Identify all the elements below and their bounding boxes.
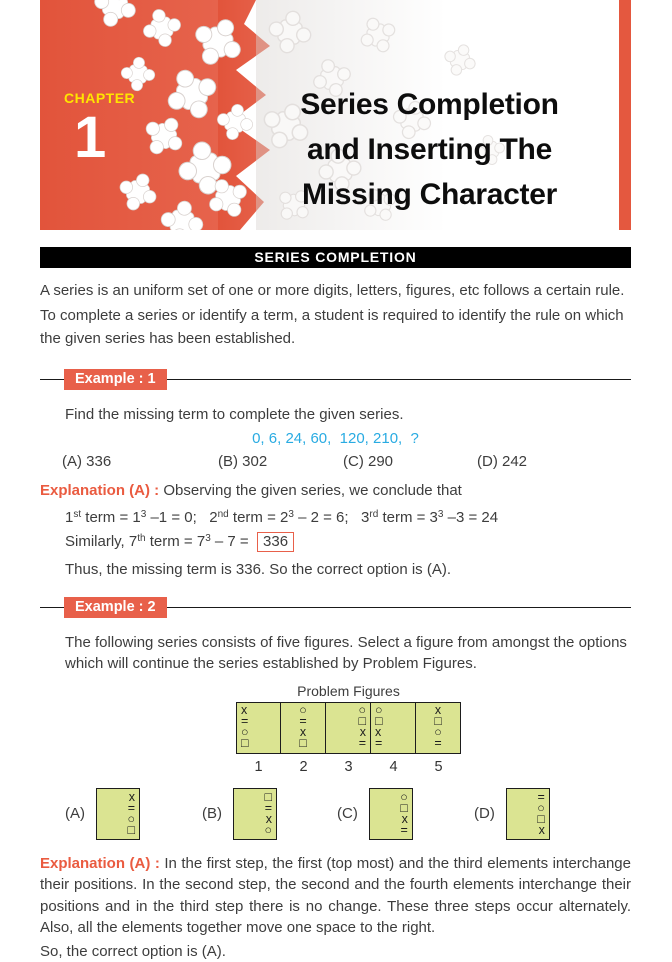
explanation-text: In the first step, the first (top most) and the third elements interchange their positions. In the second step, the second and the fourth elements interchange their positions and in the third step there is no change. These three steps occur alternately. Also, all the elements together move one space to the right. bbox=[40, 855, 635, 937]
figure-symbol: = bbox=[299, 716, 306, 727]
problem-figure-4 bbox=[371, 702, 416, 754]
figure-symbol: ○ bbox=[375, 705, 383, 716]
chapter-title bbox=[250, 82, 609, 217]
figure-symbol: = bbox=[359, 738, 366, 749]
problem-figure-3 bbox=[326, 702, 371, 754]
figure-symbol: x bbox=[402, 814, 408, 825]
chapter-label: CHAPTER bbox=[64, 90, 135, 106]
example1-heading-badge: Example : 1 bbox=[64, 369, 167, 390]
math-text: –3 = 24 bbox=[443, 509, 498, 526]
figure-symbol: □ bbox=[400, 803, 408, 814]
example2-option-d bbox=[474, 788, 631, 840]
figure-symbol: ○ bbox=[537, 803, 545, 814]
figure-symbol: ○ bbox=[400, 792, 408, 803]
math-superscript: nd bbox=[218, 509, 229, 520]
figure-symbol: = bbox=[538, 792, 545, 803]
figure-symbol: ○ bbox=[358, 705, 366, 716]
option-figure-c bbox=[369, 788, 413, 840]
example1-math-line-2 bbox=[40, 533, 631, 550]
figure-number: 4 bbox=[371, 759, 416, 775]
figure-symbol: = bbox=[375, 738, 382, 749]
math-text: term = 1 bbox=[81, 509, 141, 526]
problem-figure-2 bbox=[281, 702, 326, 754]
example1-option-a: (A) 336 bbox=[62, 453, 218, 470]
figure-symbol: □ bbox=[299, 738, 307, 749]
intro-text bbox=[40, 279, 631, 350]
example1-options bbox=[40, 453, 631, 470]
option-label: (A) bbox=[65, 805, 85, 822]
figure-symbol: = bbox=[401, 825, 408, 836]
figure-symbol: ○ bbox=[299, 705, 307, 716]
figure-symbol: □ bbox=[264, 792, 272, 803]
figure-symbol: x bbox=[241, 705, 247, 716]
math-superscript: rd bbox=[369, 509, 378, 520]
figure-symbol: □ bbox=[375, 716, 383, 727]
math-text: 1 bbox=[65, 509, 73, 526]
figure-number: 1 bbox=[236, 759, 281, 775]
math-text: term = 2 bbox=[229, 509, 289, 526]
math-text: term = 3 bbox=[378, 509, 438, 526]
math-text: Similarly, 7 bbox=[65, 533, 137, 550]
chapter-title-line-2: and Inserting The bbox=[250, 127, 609, 172]
figure-symbol: x bbox=[266, 814, 272, 825]
figure-symbol: □ bbox=[434, 716, 442, 727]
example1-question: Find the missing term to complete the given series. bbox=[40, 404, 631, 425]
figure-symbol: □ bbox=[127, 825, 135, 836]
figure-symbol: = bbox=[434, 738, 441, 749]
problem-figures-strip bbox=[53, 702, 644, 754]
figure-symbol: ○ bbox=[264, 825, 272, 836]
figure-symbol: ○ bbox=[127, 814, 135, 825]
example2-option-c bbox=[337, 788, 474, 840]
intro-paragraph-1: A series is an uniform set of one or more digits, letters, figures, etc follows a certain rule. bbox=[40, 279, 631, 302]
example2-question: The following series consists of five figures. Select a figure from amongst the options which will continue the series established by Problem Figures. bbox=[40, 632, 631, 674]
math-superscript: 3 bbox=[141, 509, 147, 520]
chapter-title-line-1: Series Completion bbox=[250, 82, 609, 127]
figure-symbol: □ bbox=[537, 814, 545, 825]
example1-option-b: (B) 302 bbox=[218, 453, 343, 470]
option-figure-d bbox=[506, 788, 550, 840]
problem-figure-5 bbox=[416, 702, 461, 754]
explanation-text: Observing the given series, we conclude that bbox=[159, 482, 462, 499]
example1-conclusion: Thus, the missing term is 336. So the correct option is (A). bbox=[40, 561, 631, 578]
example2-explanation bbox=[40, 853, 631, 939]
figure-number: 5 bbox=[416, 759, 461, 775]
option-figure-b bbox=[233, 788, 277, 840]
example1-option-c: (C) 290 bbox=[343, 453, 477, 470]
chapter-number: 1 bbox=[74, 104, 106, 171]
example2-heading bbox=[40, 597, 631, 619]
figure-symbol: = bbox=[241, 716, 248, 727]
example1-math-line-1 bbox=[40, 509, 631, 526]
problem-figure-1 bbox=[236, 702, 281, 754]
intro-paragraph-2: To complete a series or identify a term, a student is required to identify the rule on which the given series has been established. bbox=[40, 304, 631, 350]
chapter-title-line-3: Missing Character bbox=[250, 172, 609, 217]
math-superscript: 3 bbox=[438, 509, 444, 520]
math-text: – 7 = bbox=[211, 533, 257, 550]
figure-number: 2 bbox=[281, 759, 326, 775]
figure-symbol: = bbox=[128, 803, 135, 814]
math-text: term = 7 bbox=[146, 533, 206, 550]
page bbox=[40, 0, 631, 962]
figure-symbol: x bbox=[375, 727, 381, 738]
figure-symbol: ○ bbox=[434, 727, 442, 738]
example2-conclusion: So, the correct option is (A). bbox=[40, 941, 631, 962]
math-superscript: st bbox=[73, 509, 81, 520]
example2-options bbox=[40, 788, 631, 840]
example2-option-a bbox=[65, 788, 202, 840]
chapter-header bbox=[40, 0, 631, 230]
header-accent-stripe bbox=[619, 0, 631, 230]
example1-option-d: (D) 242 bbox=[477, 453, 631, 470]
figure-symbol: x bbox=[129, 792, 135, 803]
problem-figures-caption: Problem Figures bbox=[53, 683, 644, 699]
math-text: – 2 = 6; 3 bbox=[294, 509, 369, 526]
boxed-answer: 336 bbox=[257, 532, 294, 552]
figure-number: 3 bbox=[326, 759, 371, 775]
figure-symbol: x bbox=[435, 705, 441, 716]
figure-symbol: x bbox=[360, 727, 366, 738]
figure-symbol: □ bbox=[358, 716, 366, 727]
example1-heading bbox=[40, 369, 631, 391]
option-figure-a bbox=[96, 788, 140, 840]
math-text: –1 = 0; 2 bbox=[146, 509, 217, 526]
example1-explanation bbox=[40, 480, 631, 502]
figure-symbol: ○ bbox=[241, 727, 249, 738]
figure-symbol: x bbox=[300, 727, 306, 738]
example2-heading-badge: Example : 2 bbox=[64, 597, 167, 618]
example2-option-b bbox=[202, 788, 337, 840]
math-superscript: 3 bbox=[288, 509, 294, 520]
math-superscript: 3 bbox=[205, 533, 211, 544]
figure-symbol: □ bbox=[241, 738, 249, 749]
option-label: (D) bbox=[474, 805, 495, 822]
option-label: (B) bbox=[202, 805, 222, 822]
figure-symbol: x bbox=[539, 825, 545, 836]
figure-symbol: = bbox=[265, 803, 272, 814]
example1-series: 0, 6, 24, 60, 120, 210, ? bbox=[40, 430, 631, 447]
explanation-label: Explanation (A) : bbox=[40, 482, 159, 499]
option-label: (C) bbox=[337, 805, 358, 822]
math-superscript: th bbox=[137, 533, 145, 544]
explanation-label: Explanation (A) : bbox=[40, 855, 160, 872]
problem-figure-numbers bbox=[53, 759, 644, 775]
section-title-bar: SERIES COMPLETION bbox=[40, 247, 631, 268]
